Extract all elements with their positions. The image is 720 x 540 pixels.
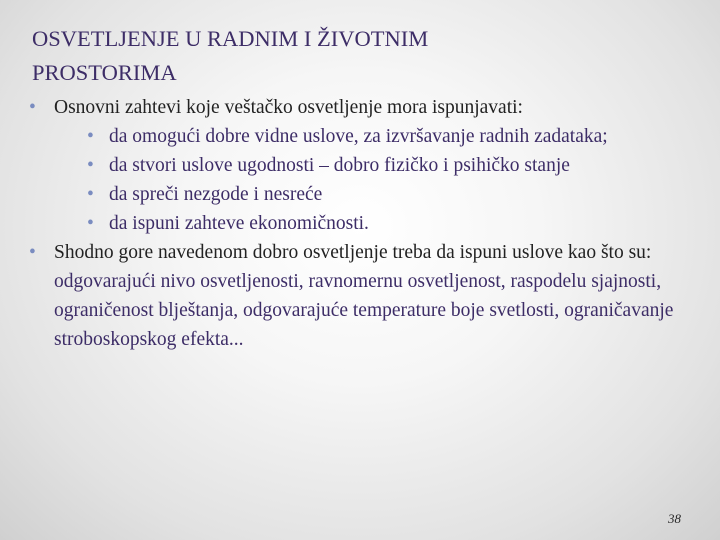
bullet-marker: •	[87, 126, 94, 147]
title-line-2: PROSTORIMA	[32, 60, 177, 85]
sub-bullet	[29, 180, 699, 209]
bullet-marker: •	[29, 97, 36, 118]
bullet-marker: •	[29, 242, 36, 263]
sub-bullet-text: da omogući dobre vidne uslove, za izvršavanje radnih zadataka;	[109, 126, 608, 147]
bullet-requirements	[29, 93, 699, 122]
bullet-marker: •	[87, 155, 94, 176]
conditions-highlight-text: odgovarajući nivo osvetljenosti, ravnomernu osvetljenost, raspodelu sjajnosti, ograničenost blještanja, odgovarajuće temperature boje svetlosti, ograničavanje stroboskopskog efekta...	[54, 271, 674, 350]
sub-bullet	[29, 209, 699, 238]
sub-bullet-text: da ispuni zahteve ekonomičnosti.	[109, 213, 369, 234]
sub-bullet-text: da spreči nezgode i nesreće	[109, 184, 323, 205]
slide-title	[32, 22, 672, 90]
slide-body	[29, 93, 699, 354]
sub-bullet	[29, 122, 699, 151]
page-number: 38	[668, 511, 681, 526]
sub-bullet-text: da stvori uslove ugodnosti – dobro fizičko i psihičko stanje	[109, 155, 570, 176]
bullet-intro-text: Shodno gore navedenom dobro osvetljenje treba da ispuni uslove kao što su:	[54, 242, 652, 263]
bullet-marker: •	[87, 213, 94, 234]
sub-bullet	[29, 151, 699, 180]
bullet-marker: •	[87, 184, 94, 205]
bullet-conditions	[29, 238, 699, 354]
title-line-1: OSVETLJENJE U RADNIM I ŽIVOTNIM	[32, 26, 429, 51]
bullet-text: Osnovni zahtevi koje veštačko osvetljenje mora ispunjavati:	[54, 97, 523, 118]
